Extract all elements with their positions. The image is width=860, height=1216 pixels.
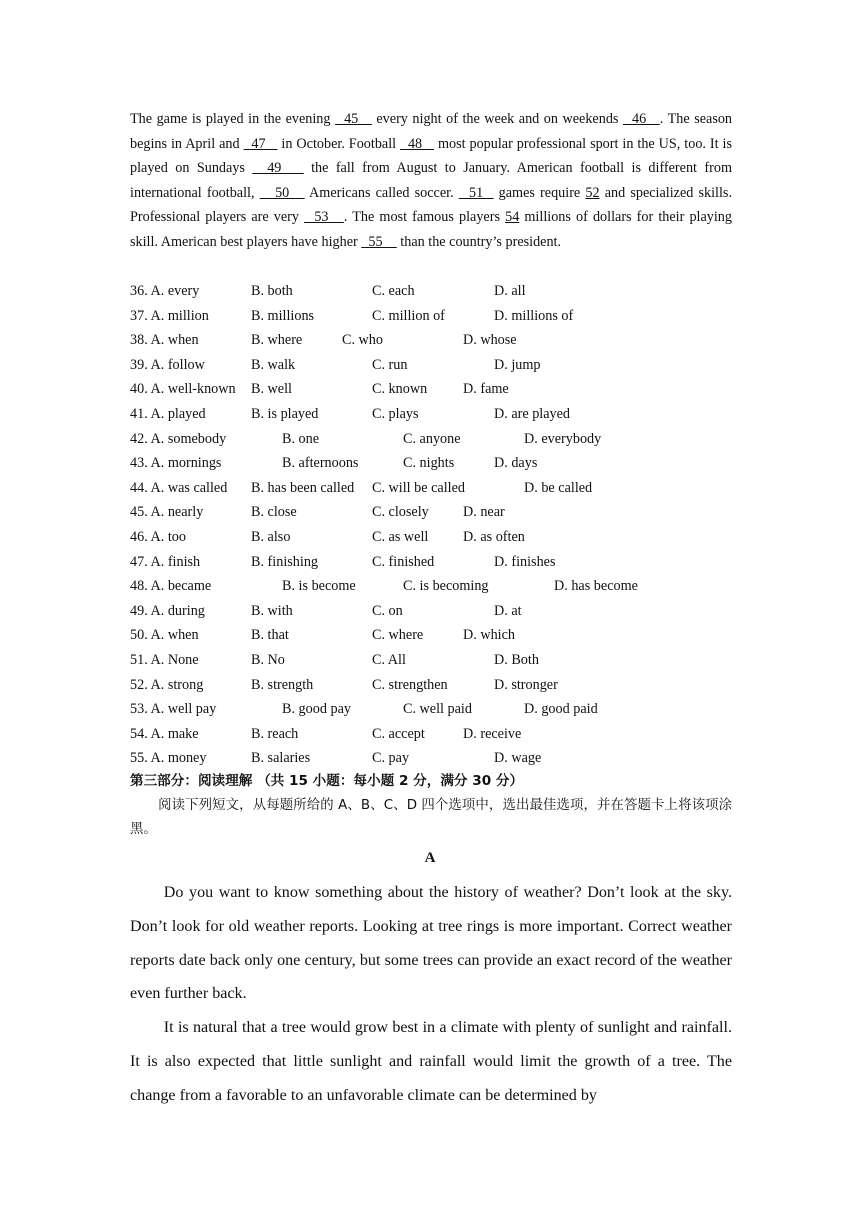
option-row xyxy=(130,328,770,353)
passage-paragraph: It is natural that a tree would grow best in a climate with plenty of sunlight and rainfall. It is also expected that little sunlight and rainfall would limit the growth of a tree. The change from a favorable to an unfavorable climate can be determined by xyxy=(130,1019,732,1104)
option-b: B. walk xyxy=(251,356,296,373)
cloze-blank: 48 xyxy=(400,135,434,152)
option-c: C. on xyxy=(372,602,403,619)
option-d: D. are played xyxy=(494,405,571,422)
option-a: 39. A. follow xyxy=(130,356,205,373)
option-b: B. strength xyxy=(251,676,314,693)
option-row xyxy=(130,673,770,698)
option-row xyxy=(130,599,770,624)
option-row xyxy=(130,304,770,329)
option-d: D. which xyxy=(463,627,516,644)
option-d: D. at xyxy=(494,602,522,619)
option-c: C. nights xyxy=(403,455,455,472)
cloze-blank: 47 xyxy=(243,135,278,152)
option-d: D. receive xyxy=(463,725,522,742)
option-b: B. is played xyxy=(251,405,319,422)
cloze-text: and specialized skills. Professional players are very xyxy=(130,184,732,226)
option-c: C. strengthen xyxy=(372,676,448,693)
option-a: 40. A. well-known xyxy=(130,381,236,398)
option-a: 48. A. became xyxy=(130,578,212,595)
cloze-text: most popular professional sport in the US, too. It is played on Sundays xyxy=(130,135,732,177)
cloze-blank: 45 xyxy=(335,111,372,127)
passage-paragraph: Do you want to know something about the history of weather? Don’t look at the sky. Don’t look for old weather reports. Looking at tree rings is more important. Correct weather reports date back only one century, but some trees can provide an exact record of the weather even further back. xyxy=(130,884,732,1003)
option-b: B. that xyxy=(251,627,289,644)
option-b: B. is become xyxy=(282,578,356,595)
option-b: B. afternoons xyxy=(282,455,359,472)
option-row xyxy=(130,500,770,525)
option-a: 47. A. finish xyxy=(130,553,201,570)
option-a: 41. A. played xyxy=(130,405,206,422)
option-d: D. be called xyxy=(524,479,593,496)
cloze-text: every night of the week and on weekends xyxy=(371,111,623,127)
option-d: D. as often xyxy=(463,528,525,545)
option-c: C. million of xyxy=(372,307,445,324)
option-d: D. millions of xyxy=(494,307,574,324)
option-b: B. has been called xyxy=(251,479,355,496)
option-c: C. will be called xyxy=(372,479,465,496)
option-b: B. millions xyxy=(251,307,315,324)
option-row xyxy=(130,279,770,304)
option-c: C. pay xyxy=(372,750,410,767)
option-c: C. plays xyxy=(372,405,419,422)
cloze-text: Americans called soccer. xyxy=(304,184,459,201)
option-a: 42. A. somebody xyxy=(130,430,227,447)
option-b: B. reach xyxy=(251,725,299,742)
option-d: D. Both xyxy=(494,651,539,668)
option-d: D. all xyxy=(494,283,526,299)
option-b: B. close xyxy=(251,504,297,521)
option-row xyxy=(130,402,770,427)
option-c: C. anyone xyxy=(403,430,461,447)
cloze-text: the fall from August to January. American football is different from international football, xyxy=(130,160,732,201)
option-c: C. as well xyxy=(372,528,429,545)
option-a: 45. A. nearly xyxy=(130,504,204,521)
cloze-text: in October. Football xyxy=(277,135,401,152)
option-d: D. stronger xyxy=(494,676,558,693)
option-b: B. No xyxy=(251,651,285,668)
option-row xyxy=(130,623,770,648)
option-a: 37. A. million xyxy=(130,307,209,324)
option-d: D. wage xyxy=(494,750,542,767)
option-row xyxy=(130,451,770,476)
option-b: B. good pay xyxy=(282,701,351,718)
option-a: 43. A. mornings xyxy=(130,455,222,472)
cloze-blank: 53 xyxy=(304,209,344,226)
option-d: D. everybody xyxy=(524,430,602,447)
option-list xyxy=(130,279,770,771)
cloze-blank: 51 xyxy=(458,184,494,201)
cloze-blank: 46 xyxy=(622,111,660,127)
reading-instructions: 阅读下列短文，从每题所给的 A、B、C、D 四个选项中，选出最佳选项，并在答题卡上将该项涂黑。 xyxy=(130,798,732,837)
option-d: D. fame xyxy=(463,381,509,398)
option-b: B. both xyxy=(251,283,293,299)
option-b: B. finishing xyxy=(251,553,319,570)
option-c: C. well paid xyxy=(403,701,472,718)
option-row xyxy=(130,476,770,501)
cloze-text: The game is played in the evening xyxy=(130,111,336,127)
option-row xyxy=(130,550,770,575)
cloze-blank: 55 xyxy=(361,233,397,250)
option-a: 55. A. money xyxy=(130,750,207,767)
option-a: 36. A. every xyxy=(130,283,200,299)
cloze-passage xyxy=(130,107,732,255)
option-c: C. is becoming xyxy=(403,578,489,595)
cloze-text: games require xyxy=(493,184,586,201)
option-d: D. days xyxy=(494,455,538,472)
cloze-blank: 49 xyxy=(252,160,304,177)
option-a: 49. A. during xyxy=(130,602,205,619)
option-row xyxy=(130,574,770,599)
option-b: B. one xyxy=(282,430,320,447)
cloze-text: . The most famous players xyxy=(343,209,506,226)
option-d: D. good paid xyxy=(524,701,598,718)
option-d: D. whose xyxy=(463,332,517,349)
option-c: C. who xyxy=(342,332,383,349)
option-a: 44. A. was called xyxy=(130,479,228,496)
cloze-blank: 52 xyxy=(585,184,600,201)
option-a: 52. A. strong xyxy=(130,676,204,693)
option-d: D. jump xyxy=(494,356,541,373)
option-a: 54. A. make xyxy=(130,725,199,742)
option-row xyxy=(130,427,770,452)
passage-label: A xyxy=(424,850,436,866)
reading-passage xyxy=(130,876,732,1113)
option-b: B. salaries xyxy=(251,750,311,767)
option-d: D. has become xyxy=(554,578,638,595)
option-c: C. known xyxy=(372,381,428,398)
cloze-text: than the country’s president. xyxy=(396,233,562,250)
option-c: C. finished xyxy=(372,553,435,570)
option-row xyxy=(130,648,770,673)
option-c: C. accept xyxy=(372,725,425,742)
option-b: B. well xyxy=(251,381,292,398)
option-b: B. also xyxy=(251,528,291,545)
cloze-text: millions of dollars for their playing skill. American best players have higher xyxy=(130,209,732,250)
option-d: D. near xyxy=(463,504,505,521)
option-c: C. run xyxy=(372,356,408,373)
option-row xyxy=(130,722,770,747)
option-a: 50. A. when xyxy=(130,627,199,644)
option-a: 51. A. None xyxy=(130,651,199,668)
option-row xyxy=(130,353,770,378)
cloze-text: . The season begins in April and xyxy=(130,111,733,152)
option-row xyxy=(130,377,770,402)
option-b: B. where xyxy=(251,332,303,349)
option-d: D. finishes xyxy=(494,553,556,570)
option-row xyxy=(130,525,770,550)
option-c: C. closely xyxy=(372,504,429,521)
cloze-blank: 50 xyxy=(259,184,305,201)
section-heading: 第三部分：阅读理解 （共 15 小题：每小题 2 分，满分 30 分） xyxy=(130,773,524,789)
option-c: C. All xyxy=(372,651,406,668)
option-a: 53. A. well pay xyxy=(130,701,217,718)
option-c: C. where xyxy=(372,627,424,644)
cloze-blank: 54 xyxy=(505,209,520,226)
option-a: 46. A. too xyxy=(130,528,186,545)
option-c: C. each xyxy=(372,283,415,299)
option-b: B. with xyxy=(251,602,293,619)
option-a: 38. A. when xyxy=(130,332,199,349)
option-row xyxy=(130,697,770,722)
option-row xyxy=(130,746,770,771)
